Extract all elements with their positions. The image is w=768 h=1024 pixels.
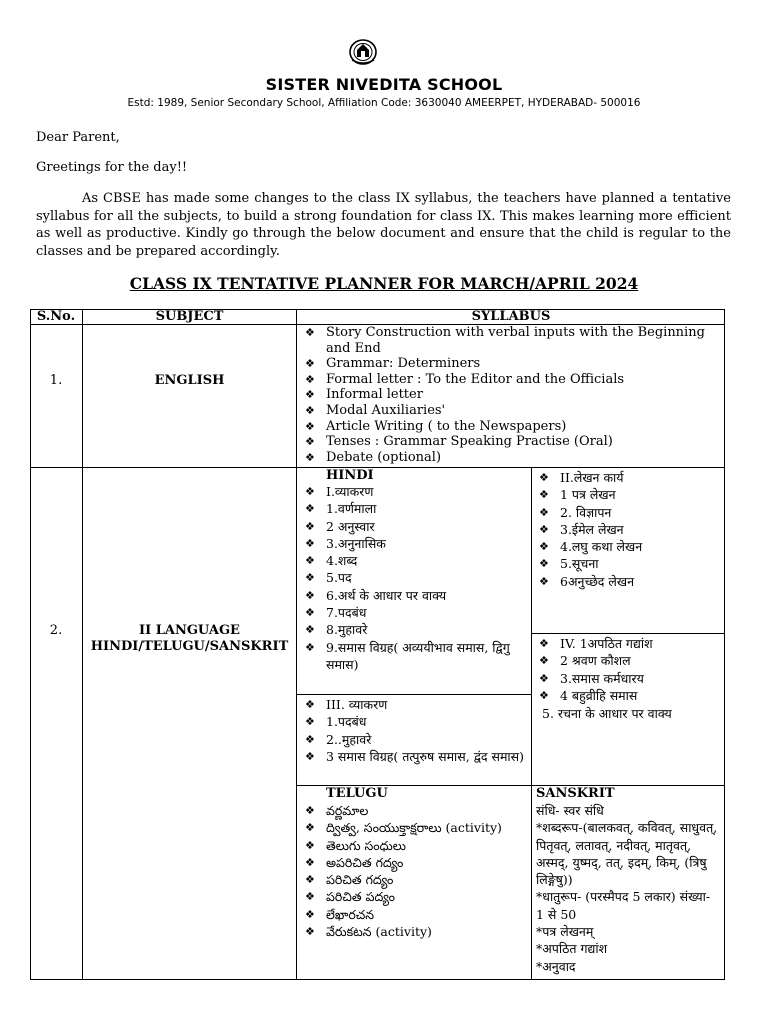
list-item: ❖ 4 बहुव्रीहि समास — [539, 687, 638, 703]
list-item: ❖ వర్ణమాల — [305, 803, 369, 818]
diamond-bullet-icon: ❖ — [305, 372, 315, 386]
diamond-bullet-icon: ❖ — [539, 671, 549, 685]
greeting: Greetings for the day!! — [36, 160, 188, 175]
list-item: ❖ 3 समास विग्रह( तत्पुरुष समास, द्वंद समास) — [305, 748, 524, 764]
diamond-bullet-icon: ❖ — [539, 540, 549, 554]
diamond-bullet-icon: ❖ — [305, 606, 315, 620]
list-item: ❖ 6.अर्थ के आधार पर वाक्य — [305, 587, 447, 603]
sanskrit-syllabus — [536, 802, 720, 975]
list-item: ❖ Grammar: Determiners — [305, 356, 481, 372]
diamond-bullet-icon: ❖ — [305, 326, 315, 339]
list-item: ❖ 8.मुहावरे — [305, 622, 368, 638]
diamond-bullet-icon: ❖ — [539, 557, 549, 571]
list-item: ❖ 3.ईमेल लेखन — [539, 521, 624, 537]
diamond-bullet-icon: ❖ — [305, 357, 315, 371]
header-syllabus: SYLLABUS — [471, 309, 551, 324]
list-item: ❖ 9.समास विग्रह( अव्ययीभाव समास, द्विगु समास) — [305, 639, 510, 672]
list-item: ❖ 3.समास कर्मधारय — [539, 670, 644, 686]
list-item: ❖ I.व्याकरण — [305, 484, 374, 499]
list-item: *शब्दरूप-(बालकवत्, कविवत्, साधुवत्, पितृवत्, लतावत्, नदीवत्, मातृवत्, अस्मद्, युष्मद्, तत्, इदम्, किम्, (त्रिषु लिङ्गेषु)) — [536, 820, 718, 888]
list-item: ❖ Tenses : Grammar Speaking Practise (Oral) — [305, 434, 613, 450]
list-item: ❖ 2..मुहावरे — [305, 731, 372, 747]
list-item: ❖ 4.शब्द — [305, 553, 358, 569]
list-item: ❖ IV. 1अपठित गद्यांश — [539, 636, 653, 651]
diamond-bullet-icon: ❖ — [305, 890, 315, 904]
list-item: ❖ 7.पदबंध — [305, 605, 367, 621]
telugu-label: TELUGU — [326, 786, 388, 801]
diamond-bullet-icon: ❖ — [305, 855, 315, 869]
list-item: *अनुवाद — [536, 958, 576, 974]
list-item: ❖ Story Construction with verbal inputs with the Beginning and End — [305, 325, 705, 356]
diamond-bullet-icon: ❖ — [305, 640, 315, 654]
diamond-bullet-icon: ❖ — [539, 471, 549, 484]
diamond-bullet-icon: ❖ — [305, 435, 315, 449]
list-item: ❖ 1 पत्र लेखन — [539, 487, 616, 503]
diamond-bullet-icon: ❖ — [305, 485, 315, 498]
list-item: ❖ Modal Auxiliaries' — [305, 402, 446, 418]
intro-paragraph: As CBSE has made some changes to the class IX syllabus, the teachers have planned a tentative syllabus for all the subjects, to build a strong foundation for class IX. This makes learning more efficient as well as productive. Kindly go through the below document and ensure that the child is regular to the classes and be prepared accordingly. — [36, 191, 731, 259]
hindi-label: HINDI — [326, 468, 374, 483]
diamond-bullet-icon: ❖ — [305, 873, 315, 887]
diamond-bullet-icon: ❖ — [305, 502, 315, 516]
list-item: ❖ తెలుగు సంధులు — [305, 837, 406, 853]
diamond-bullet-icon: ❖ — [305, 403, 315, 417]
row1-subject: ENGLISH — [154, 373, 225, 388]
diamond-bullet-icon: ❖ — [539, 654, 549, 668]
list-item: ❖ 2 अनुस्वार — [305, 518, 375, 534]
hindi-reading-list — [534, 635, 724, 704]
header-sno: S.No. — [36, 309, 76, 324]
diamond-bullet-icon: ❖ — [305, 419, 315, 433]
list-item: ❖ పరిచిత గద్యం — [305, 872, 394, 888]
list-item: ❖ 4.लघु कथा लेखन — [539, 539, 643, 555]
list-item: ❖ 6अनुच्छेद लेखन — [539, 573, 635, 589]
diamond-bullet-icon: ❖ — [305, 715, 315, 729]
list-item: *अपठित गद्यांश — [536, 941, 608, 957]
diamond-bullet-icon: ❖ — [305, 732, 315, 746]
list-item: ❖ Formal letter : To the Editor and the Officials — [305, 371, 625, 387]
row2-subject-line2: HINDI/TELUGU/SANSKRIT — [90, 639, 289, 654]
list-item: ❖ 2. विज्ञापन — [539, 504, 612, 520]
list-item: ❖ Debate (optional) — [305, 449, 442, 465]
sanskrit-label: SANSKRIT — [536, 786, 615, 801]
diamond-bullet-icon: ❖ — [305, 698, 315, 711]
row1-sno: 1. — [49, 373, 63, 388]
diamond-bullet-icon: ❖ — [305, 519, 315, 533]
diamond-bullet-icon: ❖ — [539, 505, 549, 519]
diamond-bullet-icon: ❖ — [305, 571, 315, 585]
diamond-bullet-icon: ❖ — [305, 554, 315, 568]
diamond-bullet-icon: ❖ — [539, 688, 549, 702]
list-item: *पत्र लेखनम् — [536, 924, 594, 940]
school-address: Estd: 1989, Senior Secondary School, Affiliation Code: 3630040 AMEERPET, HYDERABAD- 500016 — [127, 97, 641, 109]
list-item: ❖ III. व्याकरण — [305, 697, 388, 712]
list-item: ❖ II.लेखन कार्य — [539, 470, 624, 485]
diamond-bullet-icon: ❖ — [305, 536, 315, 550]
diamond-bullet-icon: ❖ — [305, 388, 315, 402]
diamond-bullet-icon: ❖ — [305, 821, 315, 835]
list-item: ❖ వేరుకటన (activity) — [305, 924, 432, 940]
school-name: SISTER NIVEDITA SCHOOL — [265, 75, 503, 94]
list-item: ❖ Article Writing ( to the Newspapers) — [305, 418, 567, 434]
diamond-bullet-icon: ❖ — [305, 749, 315, 763]
diamond-bullet-icon: ❖ — [539, 637, 549, 650]
row2-sno: 2. — [49, 623, 63, 638]
list-item: ❖ 1.पदबंध — [305, 714, 367, 730]
hindi-reading-extra: 5. रचना के आधार पर वाक्य — [542, 706, 672, 721]
row2-subject-line1: II LANGUAGE — [139, 623, 240, 638]
diamond-bullet-icon: ❖ — [305, 623, 315, 637]
telugu-syllabus-list — [300, 802, 528, 940]
list-item: संधि- स्वर संधि — [536, 803, 604, 818]
diamond-bullet-icon: ❖ — [305, 450, 315, 464]
list-item: ❖ 5.सूचना — [539, 556, 599, 572]
diamond-bullet-icon: ❖ — [539, 522, 549, 536]
list-item: ❖ పరిచిత పద్యం — [305, 889, 395, 905]
diamond-bullet-icon: ❖ — [305, 838, 315, 852]
list-item: ❖ Informal letter — [305, 387, 423, 403]
salutation: Dear Parent, — [36, 130, 120, 145]
list-item: ❖ 3.अनुनासिक — [305, 535, 386, 551]
planner-title: CLASS IX TENTATIVE PLANNER FOR MARCH/APRIL 2024 — [129, 274, 639, 293]
hindi-grammar-list — [300, 483, 528, 673]
diamond-bullet-icon: ❖ — [539, 574, 549, 588]
list-item: ❖ 5.पद — [305, 570, 352, 586]
diamond-bullet-icon: ❖ — [305, 925, 315, 939]
hindi-grammar-2-list — [300, 696, 528, 765]
hindi-writing-list — [534, 469, 724, 590]
diamond-bullet-icon: ❖ — [305, 804, 315, 817]
school-logo-icon — [348, 38, 378, 66]
list-item: ❖ అపరిచిత గద్యం — [305, 854, 404, 870]
list-item: *धातुरूप- (परस्मैपद 5 लकार) संख्या- 1 से 50 — [536, 889, 711, 922]
header-subject: SUBJECT — [155, 309, 224, 324]
planner-table — [30, 309, 725, 980]
diamond-bullet-icon: ❖ — [539, 488, 549, 502]
list-item: ❖ ద్విత్వ, సంయుక్తాక్షరాలు (activity) — [305, 820, 502, 836]
diamond-bullet-icon: ❖ — [305, 588, 315, 602]
diamond-bullet-icon: ❖ — [305, 907, 315, 921]
list-item: ❖ 1.वर्णमाला — [305, 501, 377, 517]
list-item: ❖ లేఖారచన — [305, 906, 375, 922]
list-item: ❖ 2 श्रवण कौशल — [539, 653, 631, 669]
english-syllabus-list — [300, 325, 720, 465]
